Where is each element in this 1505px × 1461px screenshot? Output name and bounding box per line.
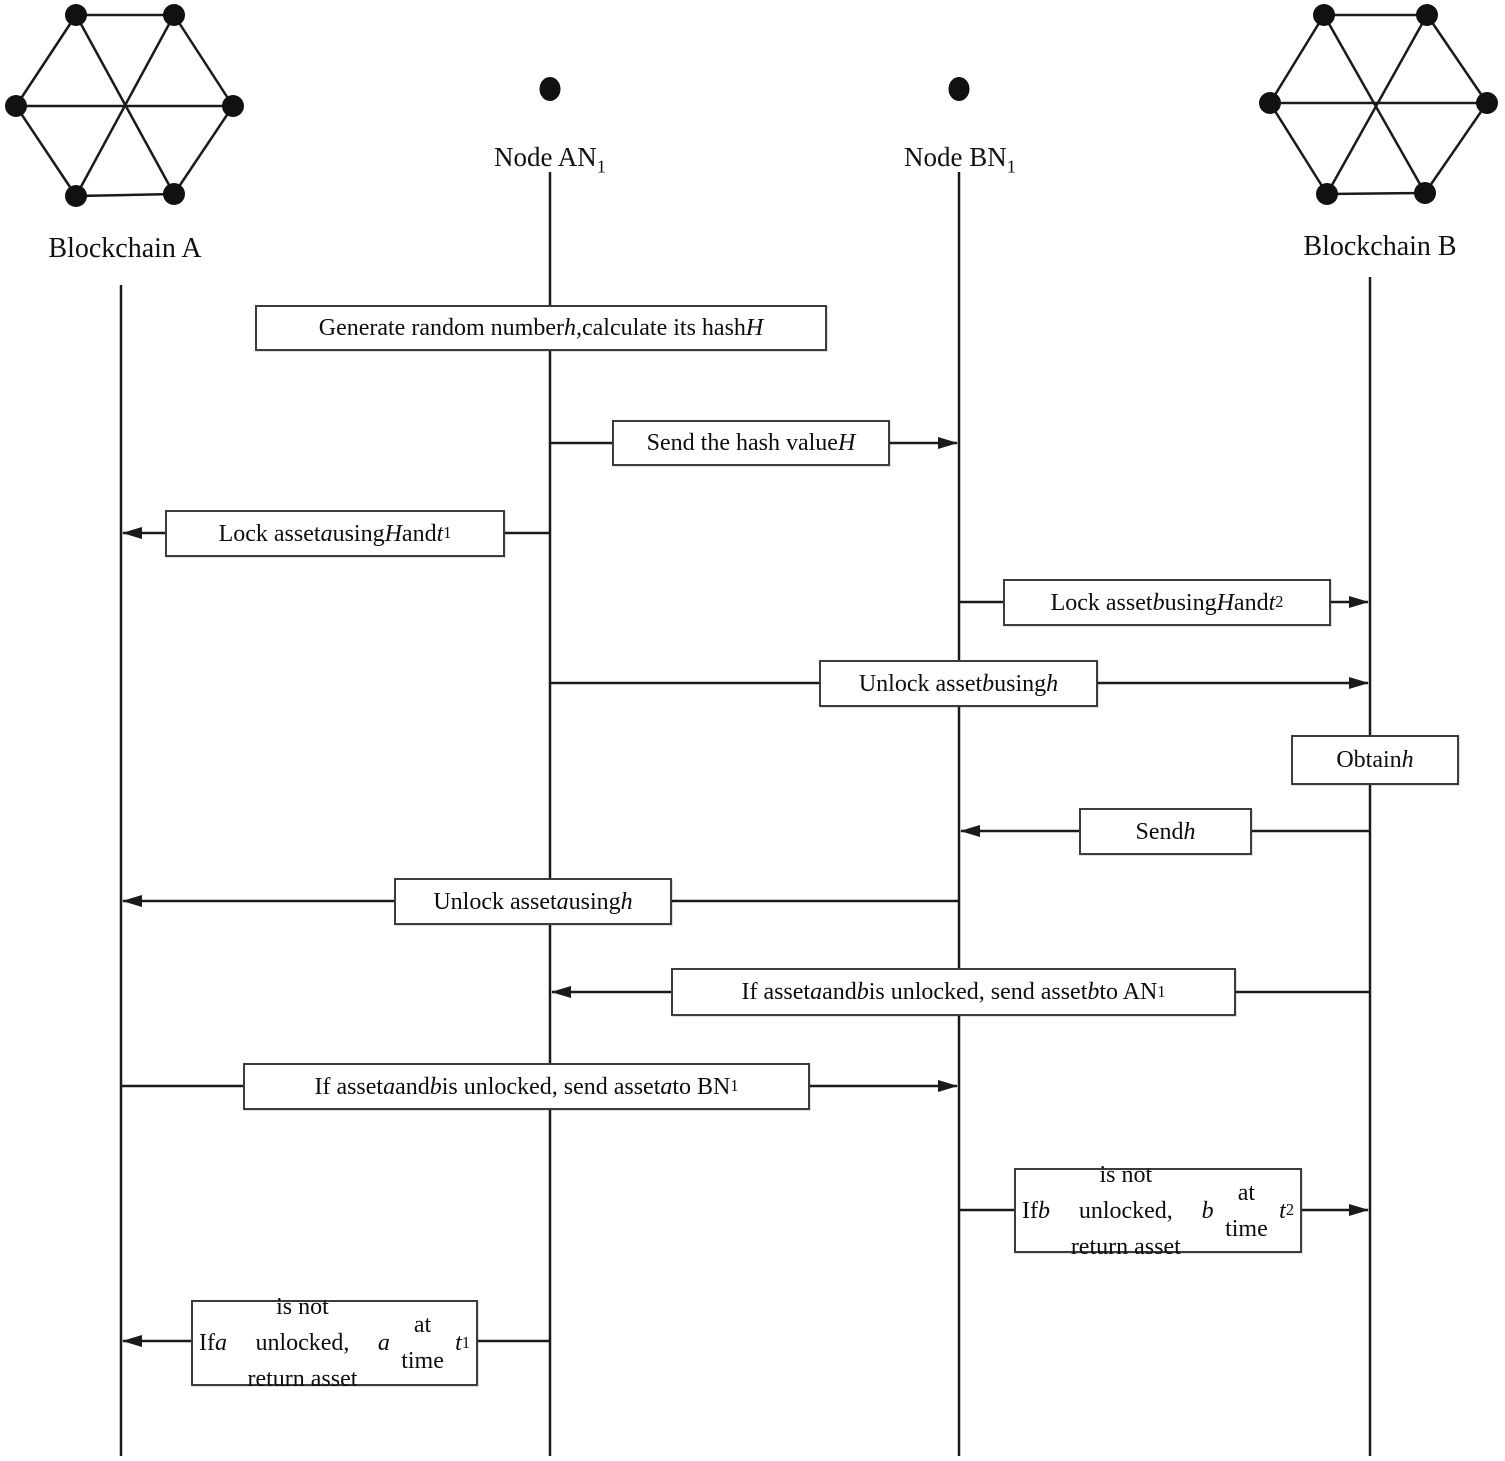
node-an1-label: Node $AN_1$ bbox=[494, 142, 606, 177]
blockchain-a-network-graph bbox=[5, 4, 244, 207]
node-bn1-dot bbox=[949, 77, 970, 101]
blockchain-b-network-nodes bbox=[1259, 4, 1498, 205]
message-box-generate-random-number: Generate random number h, calculate its hash H bbox=[255, 305, 827, 351]
message-box-return-asset-b: If b is not unlocked, return asset b at time t 2 bbox=[1014, 1168, 1302, 1253]
blockchain-b-label: Blockchain B bbox=[1303, 231, 1457, 262]
message-box-send-h: Send h bbox=[1079, 808, 1252, 855]
message-box-send-hash-value: Send the hash value H bbox=[612, 420, 890, 466]
message-box-lock-asset-b: Lock asset b using H and t 2 bbox=[1003, 579, 1331, 626]
message-box-unlock-asset-a: Unlock asset a using h bbox=[394, 878, 672, 925]
message-box-obtain-h: Obtain h bbox=[1291, 735, 1459, 785]
node-bn1-label: Node $BN_1$ bbox=[904, 142, 1016, 177]
message-box-send-asset-b-to-an1: If asset a and b is unlocked, send asset b to AN 1 bbox=[671, 968, 1236, 1016]
message-box-unlock-asset-b: Unlock asset b using h bbox=[819, 660, 1098, 707]
blockchain-a-label: Blockchain A bbox=[48, 233, 202, 264]
message-box-return-asset-a: If a is not unlocked, return asset a at time t 1 bbox=[191, 1300, 478, 1386]
node-an1-dot bbox=[540, 77, 561, 101]
message-box-lock-asset-a: Lock asset a using H and t 1 bbox=[165, 510, 505, 557]
message-box-send-asset-a-to-bn1: If asset a and b is unlocked, send asset a to BN 1 bbox=[243, 1063, 810, 1110]
blockchain-b-network-graph bbox=[1259, 4, 1498, 205]
